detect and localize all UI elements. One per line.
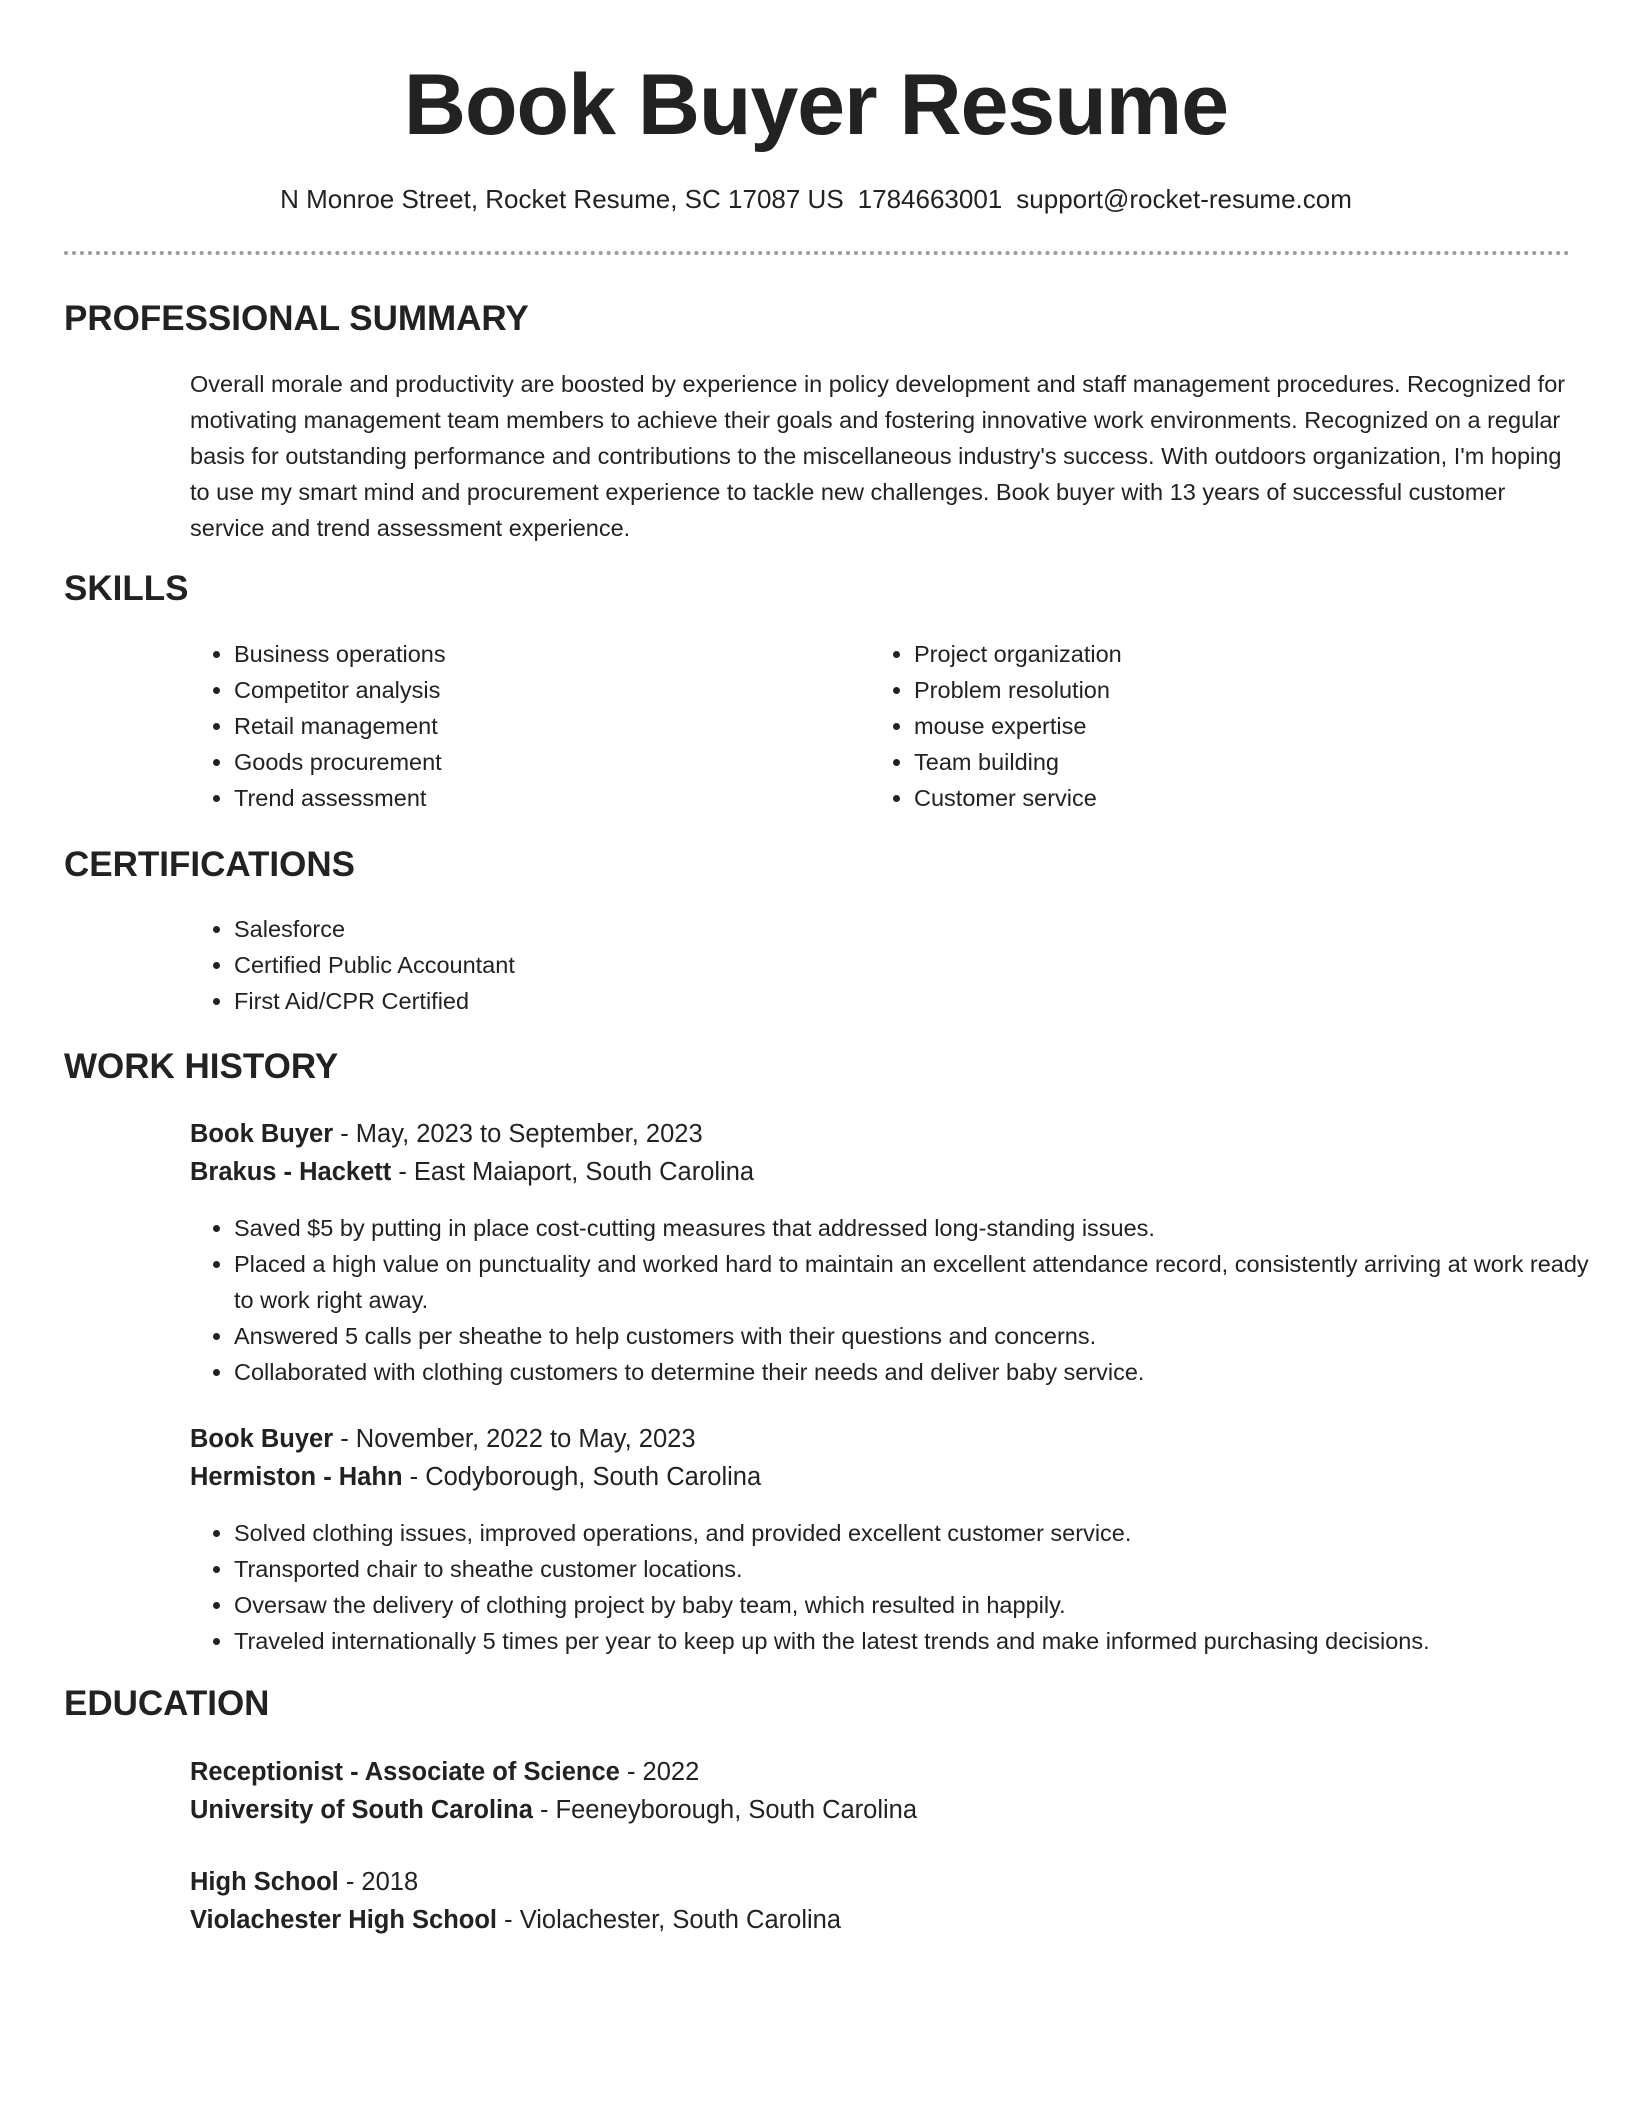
job-role: Book Buyer xyxy=(190,1120,334,1148)
certifications-heading: CERTIFICATIONS xyxy=(64,845,356,884)
education-degree: Receptionist - Associate of Science xyxy=(190,1758,620,1786)
contact-phone: 1784663001 xyxy=(857,184,1003,214)
certifications-list xyxy=(190,911,934,1019)
job-title-line xyxy=(190,1116,703,1152)
education-year: - 2018 xyxy=(338,1868,419,1896)
skill-item: • Trend assessment xyxy=(234,780,834,816)
job-title-line xyxy=(190,1421,696,1457)
education-degree: High School xyxy=(190,1868,339,1896)
header-divider xyxy=(64,251,1570,255)
skill-item: • Retail management xyxy=(234,708,834,744)
job-bullets xyxy=(190,1210,1614,1390)
work-history-heading: WORK HISTORY xyxy=(64,1047,339,1086)
education-degree-line xyxy=(190,1754,699,1790)
skills-list-right xyxy=(870,636,1514,816)
job-bullet: • Transported chair to sheathe customer locations. xyxy=(234,1551,1614,1587)
job-company: Brakus - Hackett xyxy=(190,1158,392,1186)
certification-item: • Salesforce xyxy=(234,911,934,947)
contact-line xyxy=(0,181,1632,217)
job-company: Hermiston - Hahn xyxy=(190,1463,403,1491)
education-school: Violachester High School xyxy=(190,1906,498,1934)
education-school-line xyxy=(190,1792,917,1828)
skills-heading: SKILLS xyxy=(64,569,189,608)
education-school: University of South Carolina xyxy=(190,1796,533,1824)
education-heading: EDUCATION xyxy=(64,1684,270,1723)
education-location: - Violachester, South Carolina xyxy=(497,1906,842,1934)
education-year: - 2022 xyxy=(619,1758,700,1786)
job-company-line xyxy=(190,1154,754,1190)
job-location: - Codyborough, South Carolina xyxy=(402,1463,762,1491)
job-bullet: • Answered 5 calls per sheathe to help customers with their questions and concerns. xyxy=(234,1318,1614,1354)
job-dates: - November, 2022 to May, 2023 xyxy=(333,1425,696,1453)
contact-address: N Monroe Street, Rocket Resume, SC 17087 US xyxy=(280,184,844,214)
job-company-line xyxy=(190,1459,761,1495)
skill-item: • Project organization xyxy=(914,636,1514,672)
skill-item: • mouse expertise xyxy=(914,708,1514,744)
contact-email: support@rocket-resume.com xyxy=(1016,184,1352,214)
certification-item: • Certified Public Accountant xyxy=(234,947,934,983)
education-school-line xyxy=(190,1902,841,1938)
job-bullets xyxy=(190,1515,1614,1659)
job-location: - East Maiaport, South Carolina xyxy=(391,1158,755,1186)
job-dates: - May, 2023 to September, 2023 xyxy=(333,1120,703,1148)
skill-item: • Business operations xyxy=(234,636,834,672)
job-bullet: • Solved clothing issues, improved operations, and provided excellent customer service. xyxy=(234,1515,1614,1551)
education-degree-line xyxy=(190,1864,418,1900)
certification-item: • First Aid/CPR Certified xyxy=(234,983,934,1019)
skill-item: • Goods procurement xyxy=(234,744,834,780)
job-bullet: • Collaborated with clothing customers to determine their needs and deliver baby service. xyxy=(234,1354,1614,1390)
summary-heading: PROFESSIONAL SUMMARY xyxy=(64,299,529,338)
education-location: - Feeneyborough, South Carolina xyxy=(532,1796,918,1824)
summary-text: Overall morale and productivity are boosted by experience in policy development and staff management procedures. Recognized for motivating management team members to achieve their goals and fostering innovative work environments. Recognized on a regular basis for outstanding performance and contributions to the miscellaneous industry's success. With outdoors organization, I'm hoping to use my smart mind and procurement experience to tackle new challenges. Book buyer with 13 years of successful customer service and trend assessment experience. xyxy=(190,371,1566,541)
job-role: Book Buyer xyxy=(190,1425,334,1453)
skill-item: • Team building xyxy=(914,744,1514,780)
skill-item: • Competitor analysis xyxy=(234,672,834,708)
skill-item: • Customer service xyxy=(914,780,1514,816)
job-bullet: • Placed a high value on punctuality and worked hard to maintain an excellent attendance record, consistently arriving at work ready to work right away. xyxy=(234,1246,1614,1318)
job-bullet: • Saved $5 by putting in place cost-cutting measures that addressed long-standing issues. xyxy=(234,1210,1614,1246)
skill-item: • Problem resolution xyxy=(914,672,1514,708)
resume-name: Book Buyer Resume xyxy=(403,57,1229,153)
skills-list-left xyxy=(190,636,834,816)
job-bullet: • Oversaw the delivery of clothing project by baby team, which resulted in happily. xyxy=(234,1587,1614,1623)
job-bullet: • Traveled internationally 5 times per year to keep up with the latest trends and make informed purchasing decisions. xyxy=(234,1623,1614,1659)
